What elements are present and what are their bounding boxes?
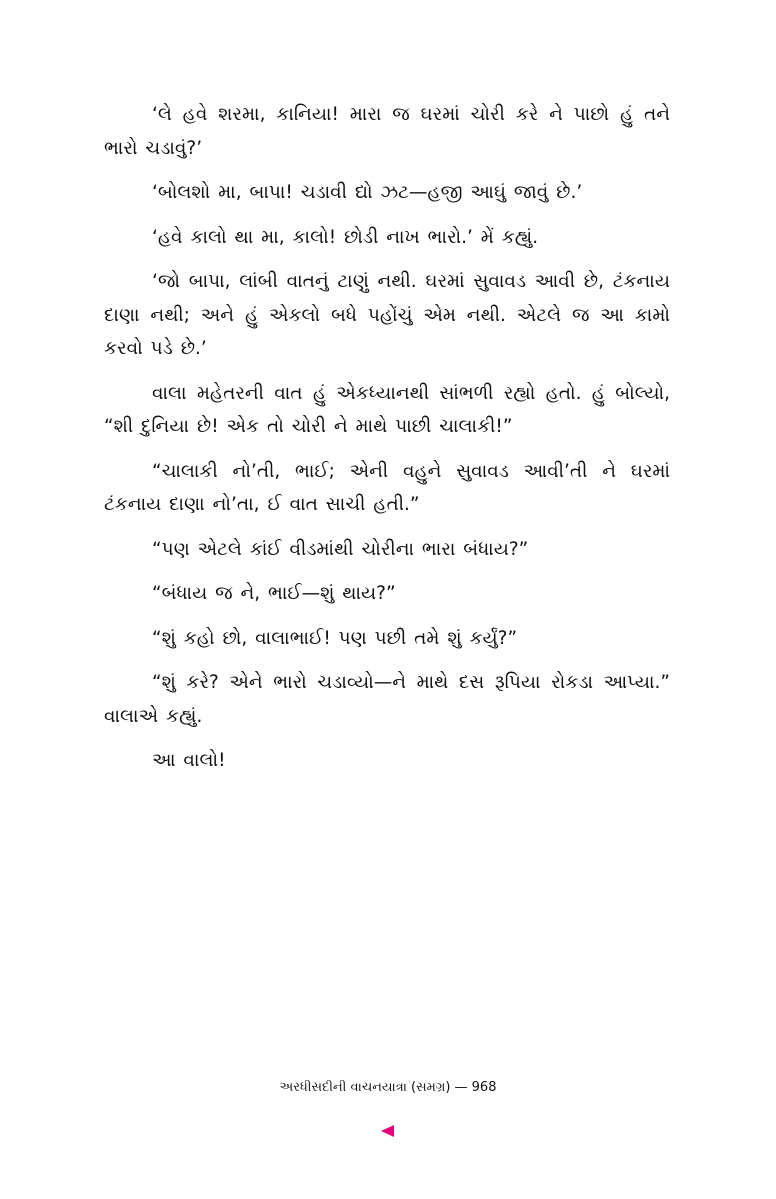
paragraph: ‘બોલશો મા, બાપા! ચડાવી દ્યો ઝટ—હજી આઘું જાવું છે.’ bbox=[152, 182, 583, 203]
previous-page-icon[interactable] bbox=[379, 1123, 395, 1139]
page-body bbox=[104, 98, 670, 789]
paragraph: “શું કહો છો, વાલાભાઈ! પણ પછી તમે શું કર્યું?” bbox=[152, 627, 518, 649]
page-footer: અરધીસદીની વાચનયાત્રા (સમગ્ર) — 968 bbox=[279, 1080, 497, 1095]
paragraph: ‘જો બાપા, લાંબી વાતનું ટાણું નથી. ઘરમાં સુવાવડ આવી છે, ટંકનાય દાણા નથી; અને હું એકલો બધે પહોંચું એમ નથી. એટલે જ આ કામો કરવો પડે છે.’ bbox=[104, 271, 670, 359]
paragraph: “પણ એટલે કાંઈ વીડમાંથી ચોરીના ભારા બંધાય?” bbox=[152, 538, 529, 560]
paragraph: “બંધાય જ ને, ભાઈ—શું થાય?” bbox=[152, 583, 396, 604]
paragraph: ‘હવે કાલો થા મા, કાલો! છોડી નાખ ભારો.’ મેં કહ્યું. bbox=[152, 226, 539, 248]
paragraph: ‘લે હવે શરમા, કાનિયા! મારા જ ઘરમાં ચોરી કરે ને પાછો હું તને ભારો ચડાવું?’ bbox=[104, 104, 670, 159]
paragraph: વાલા મહેતરની વાત હું એકધ્યાનથી સાંભળી રહ્યો હતો. હું બોલ્યો, “શી દુનિયા છે! એક તો ચોરી ને માથે પાછી ચાલાકી!” bbox=[104, 382, 670, 437]
paragraph: “ચાલાકી નો’તી, ભાઈ; એની વહુને સુવાવડ આવી’તી ને ઘરમાં ટંકનાય દાણા નો’તા, ઈ વાત સાચી હતી.” bbox=[104, 460, 670, 515]
paragraph: આ વાલો! bbox=[152, 750, 226, 771]
paragraph: “શું કરે? એને ભારો ચડાવ્યો—ને માથે દસ રૂપિયા રોકડા આપ્યા.” વાલાએ કહ્યું. bbox=[104, 672, 670, 727]
